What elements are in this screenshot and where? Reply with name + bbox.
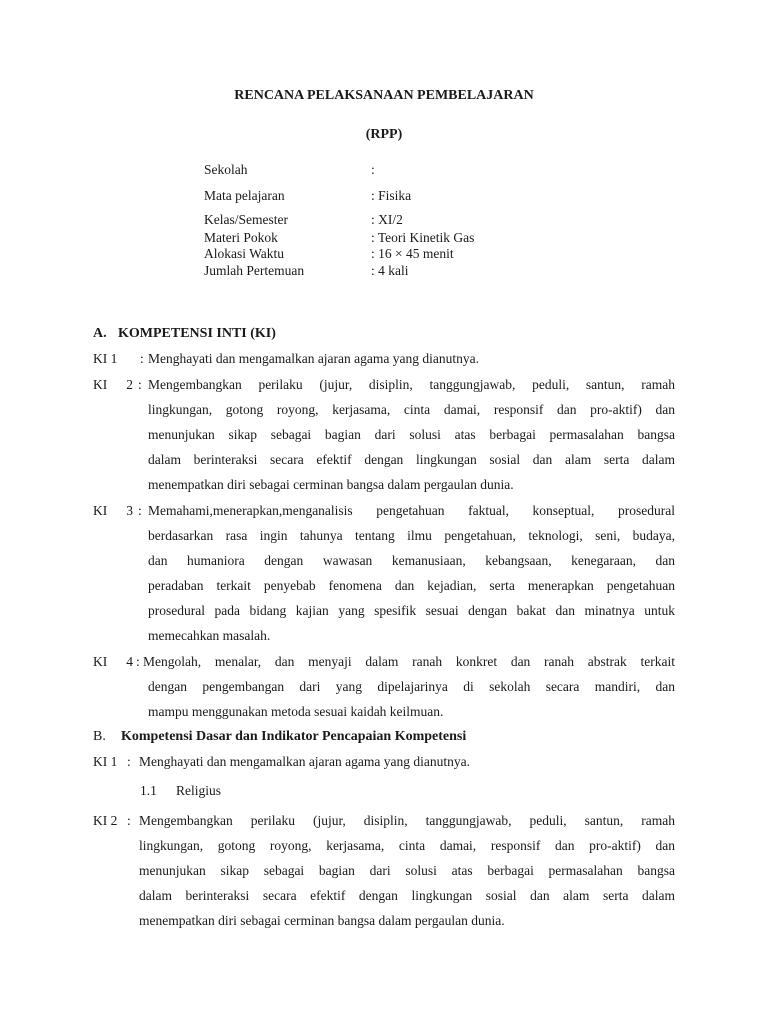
ki1-separator: : — [140, 351, 144, 366]
ki1-text: Menghayati dan mengamalkan ajaran agama yang dianutnya. — [148, 351, 479, 366]
ki4-label: KI 4 — [93, 654, 133, 669]
info-label-materi-pokok: Materi Pokok — [204, 230, 278, 245]
ki4-separator: : — [136, 654, 140, 669]
info-value-jumlah-pertemuan: : 4 kali — [371, 263, 409, 278]
b-sub-1-1-number: 1.1 — [140, 783, 157, 798]
ki2-separator: : — [138, 377, 142, 392]
b-ki2-separator: : — [127, 813, 131, 828]
ki2-text: Mengembangkan perilaku (jujur, disiplin, tanggungjawab, peduli, santun, ramah lingkungan, gotong royong, kerjasama, cinta damai, responsif dan pro-aktif) dan menunjukan sikap sebagai bagian dari solusi atas berbagai permasalahan bangsa dalam berinteraksi secara efektif dengan lingkungan sosial dan alam serta dalam menempatkan diri sebagai cerminan bangsa dalam pergaulan dunia. — [148, 377, 675, 492]
section-a-title: KOMPETENSI INTI (KI) — [118, 326, 276, 341]
info-value-kelas-semester: : XI/2 — [371, 212, 403, 227]
ki1-label: KI 1 — [93, 351, 118, 366]
b-ki1-text: Menghayati dan mengamalkan ajaran agama yang dianutnya. — [139, 754, 470, 769]
b-ki1-separator: : — [127, 754, 131, 769]
info-label-mata-pelajaran: Mata pelajaran — [204, 188, 285, 203]
info-value-materi-pokok: : Teori Kinetik Gas — [371, 230, 475, 245]
section-b-title: Kompetensi Dasar dan Indikator Pencapaian Kompetensi — [121, 729, 467, 744]
b-ki2-text: Mengembangkan perilaku (jujur, disiplin, tanggungjawab, peduli, santun, ramah lingkungan, gotong royong, kerjasama, cinta damai, responsif dan pro-aktif) dan menunjukan sikap sebagai bagian dari solusi atas berbagai permasalahan bangsa dalam berinteraksi secara efektif dengan lingkungan sosial dan alam serta dalam menempatkan diri sebagai cerminan bangsa dalam pergaulan dunia. — [139, 813, 675, 928]
document-title: RENCANA PELAKSANAAN PEMBELAJARAN — [234, 88, 534, 103]
info-label-alokasi-waktu: Alokasi Waktu — [204, 246, 285, 261]
b-sub-1-1-text: Religius — [176, 783, 222, 798]
info-value-mata-pelajaran: : Fisika — [371, 188, 412, 203]
ki2-label: KI 2 — [93, 377, 133, 392]
info-label-sekolah: Sekolah — [204, 162, 248, 177]
info-value-alokasi-waktu: : 16 × 45 menit — [371, 246, 454, 261]
ki3-separator: : — [138, 503, 142, 518]
b-ki1-label: KI 1 — [93, 754, 118, 769]
section-b-letter: B. — [93, 729, 106, 744]
ki4-text: Mengolah, menalar, dan menyaji dalam ranah konkret dan ranah abstrak terkait dengan pengembangan dari yang dipelajarinya di sekolah secara mandiri, dan mampu menggunakan metoda sesuai kaidah keilmuan. — [143, 654, 675, 719]
info-label-jumlah-pertemuan: Jumlah Pertemuan — [204, 263, 305, 278]
section-a-letter: A. — [93, 326, 107, 341]
b-ki2-label: KI 2 — [93, 813, 118, 828]
ki3-text: Memahami,menerapkan,menganalisis pengetahuan faktual, konseptual, prosedural berdasarkan rasa ingin tahunya tentang ilmu pengetahuan, teknologi, seni, budaya, dan humaniora dengan wawasan kemanusiaan, kebangsaan, kenegaraan, dan peradaban terkait penyebab fenomena dan kejadian, serta menerapkan pengetahuan prosedural pada bidang kajian yang spesifik sesuai dengan bakat dan minatnya untuk memecahkan masalah. — [148, 503, 675, 643]
info-label-kelas-semester: Kelas/Semester — [204, 212, 288, 227]
document-subtitle: (RPP) — [365, 127, 403, 142]
info-value-sekolah: : — [371, 162, 375, 177]
ki3-label: KI 3 — [93, 503, 133, 518]
